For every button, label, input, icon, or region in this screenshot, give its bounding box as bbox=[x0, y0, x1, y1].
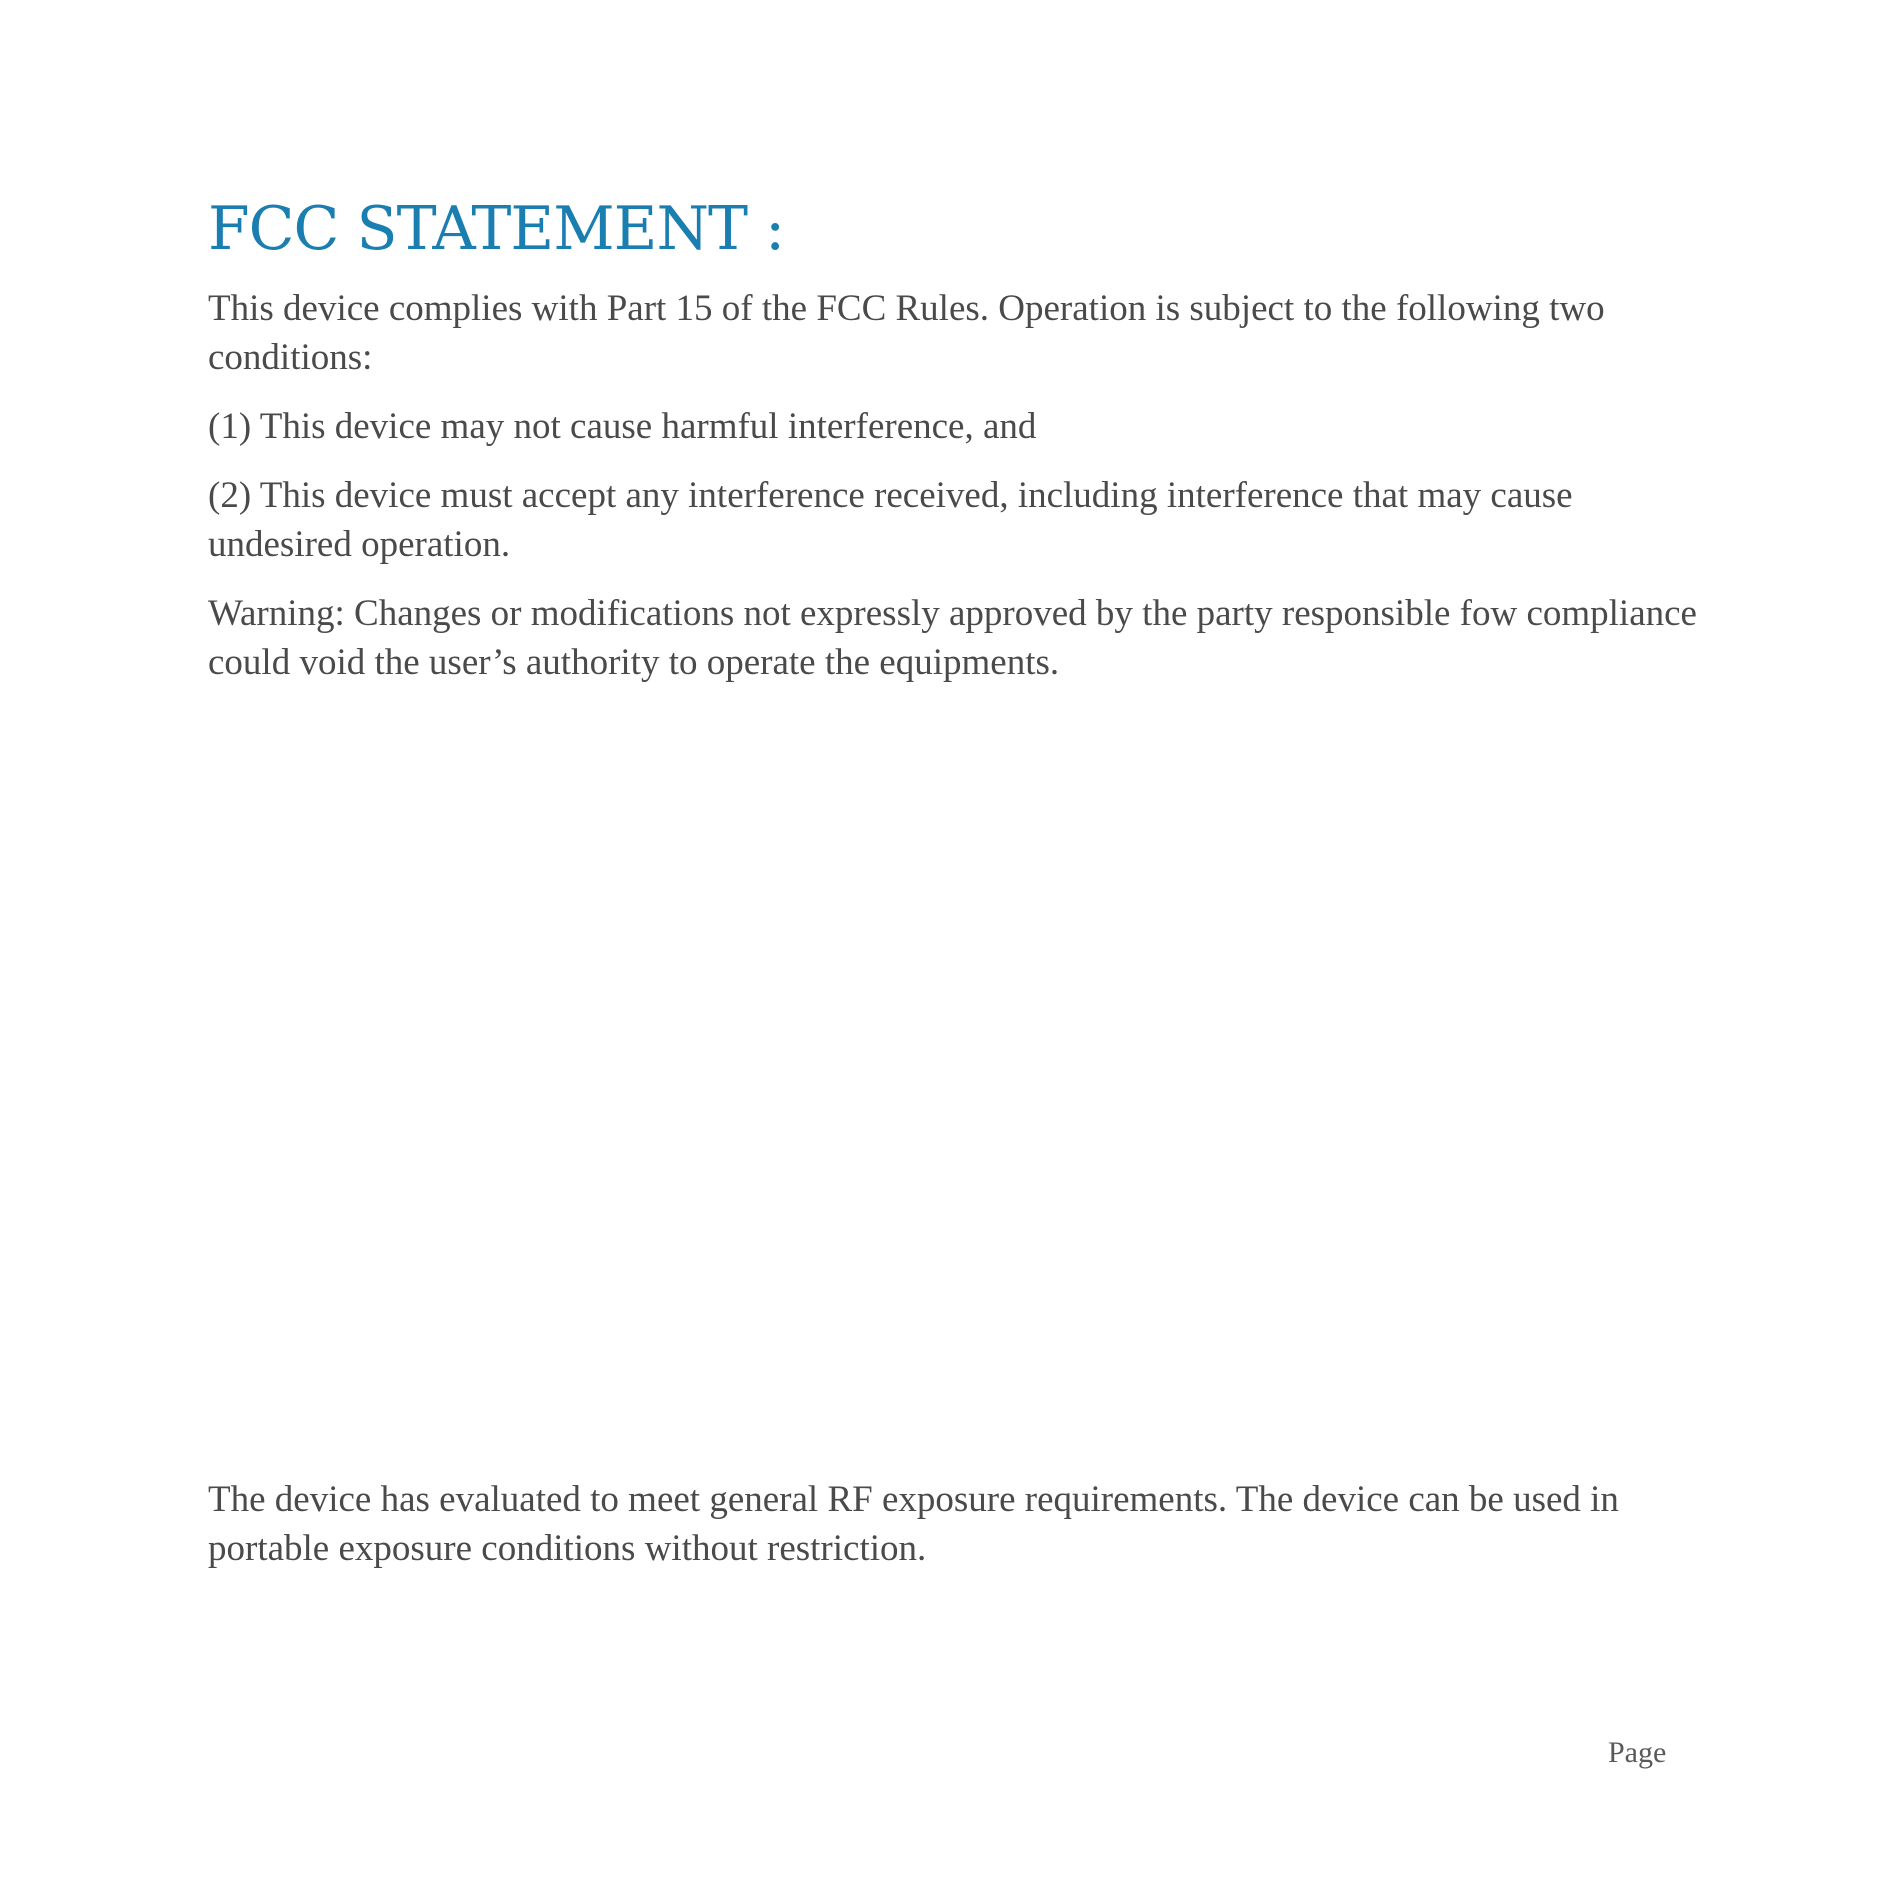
warning-paragraph: Warning: Changes or modifications not expressly approved by the party responsible fow compliance could void the user’s authority to operate the equipments. bbox=[208, 593, 1697, 683]
fcc-statement-section bbox=[208, 196, 1708, 707]
rf-exposure-paragraph: The device has evaluated to meet general RF exposure requirements. The device can be used in portable exposure conditions without restriction. bbox=[208, 1479, 1619, 1569]
page-title: FCC STATEMENT : bbox=[208, 194, 785, 264]
condition-2-paragraph: (2) This device must accept any interference received, including interference that may cause undesired operation. bbox=[208, 475, 1573, 565]
compliance-paragraph: This device complies with Part 15 of the FCC Rules. Operation is subject to the following two conditions: bbox=[208, 288, 1605, 378]
page-number-label: Page bbox=[1608, 1736, 1667, 1769]
condition-1-paragraph: (1) This device may not cause harmful interference, and bbox=[208, 406, 1037, 447]
